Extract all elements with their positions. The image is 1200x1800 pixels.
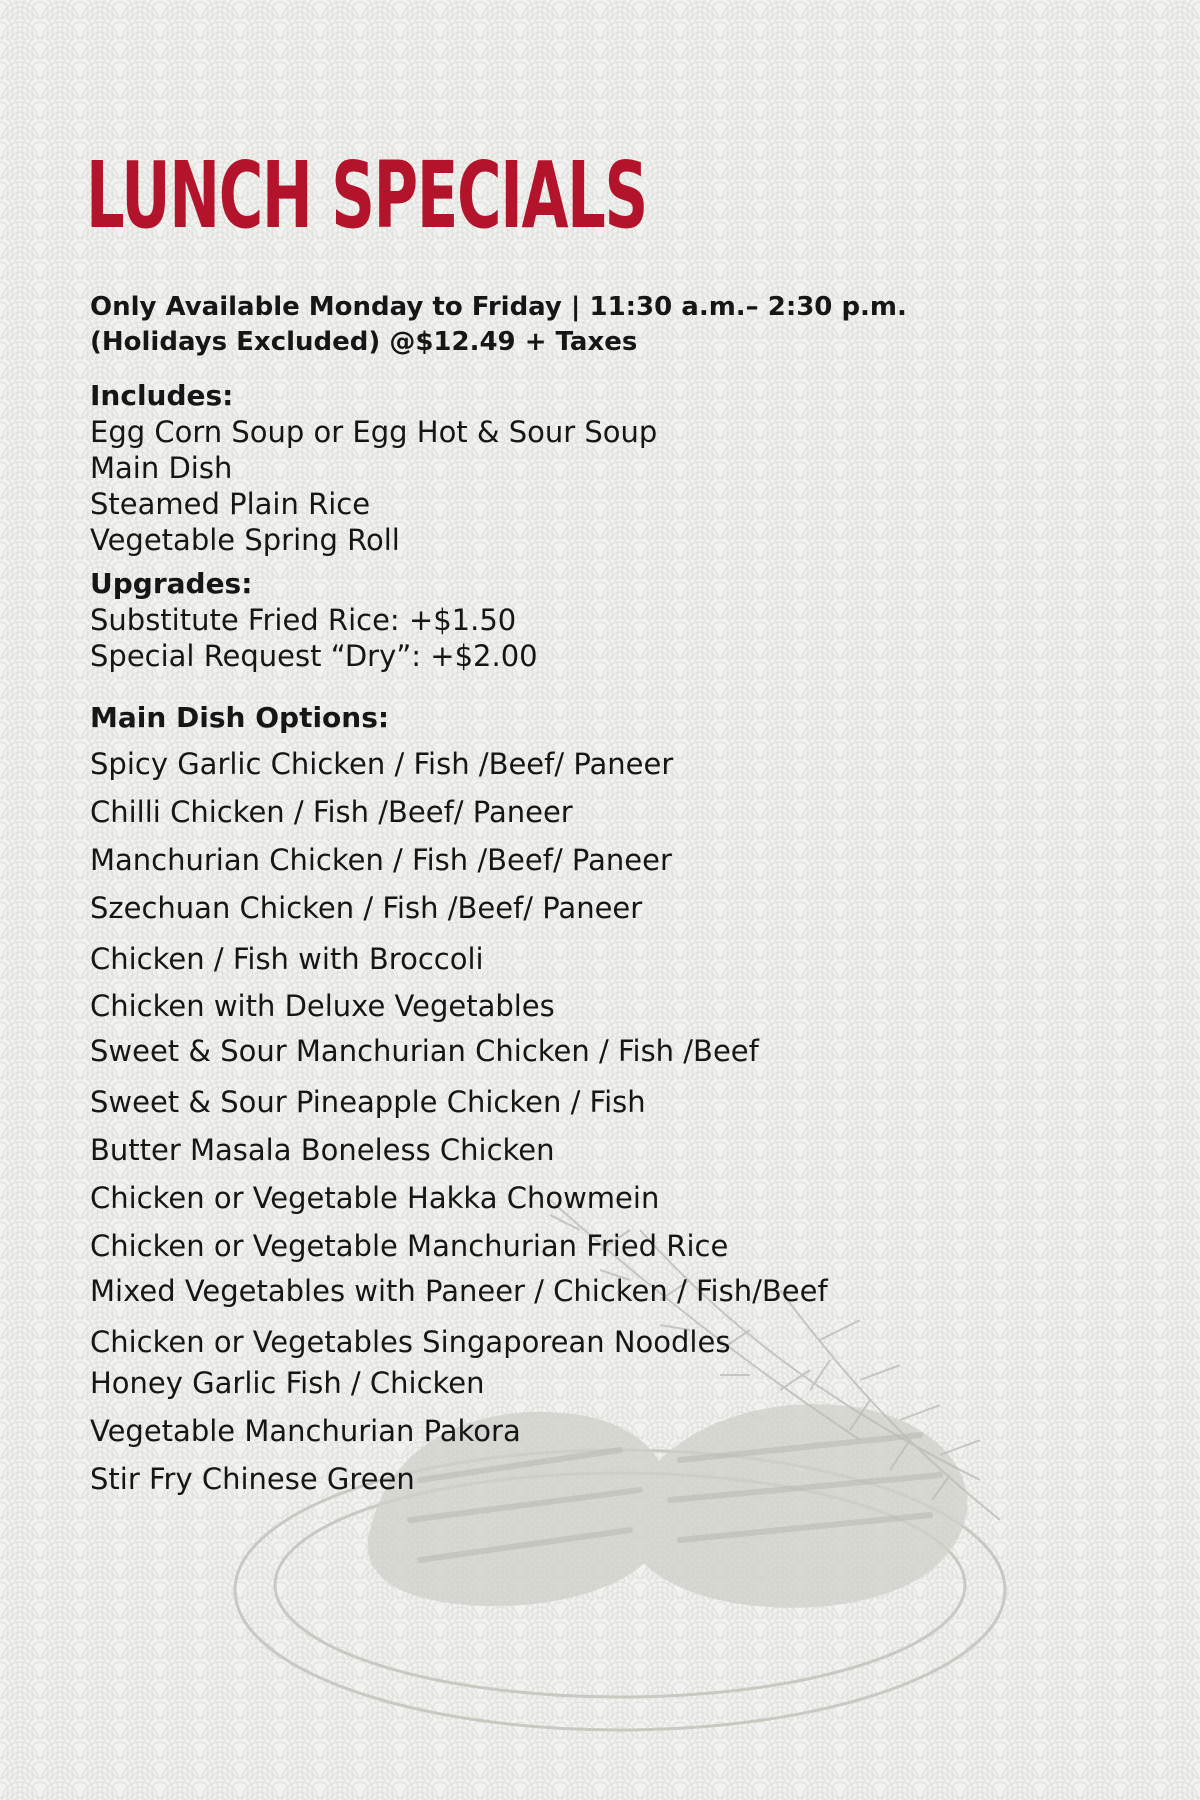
main-dish-option: Manchurian Chicken / Fish /Beef/ Paneer: [90, 843, 672, 877]
main-dish-option: Spicy Garlic Chicken / Fish /Beef/ Paneer: [90, 747, 674, 781]
includes-item: Vegetable Spring Roll: [90, 523, 400, 557]
main-dish-option: Chicken with Deluxe Vegetables: [90, 989, 555, 1023]
main-dish-option: Sweet & Sour Pineapple Chicken / Fish: [90, 1085, 646, 1119]
availability-days-hours: Only Available Monday to Friday | 11:30 a.m.– 2:30 p.m.: [90, 292, 907, 322]
main-dish-option: Chicken or Vegetable Manchurian Fried Rice: [90, 1229, 729, 1263]
main-dish-option: Chilli Chicken / Fish /Beef/ Paneer: [90, 795, 573, 829]
main-dish-option: Vegetable Manchurian Pakora: [90, 1414, 521, 1448]
includes-heading: Includes:: [90, 379, 234, 412]
upgrades-heading: Upgrades:: [90, 567, 253, 600]
includes-item: Main Dish: [90, 451, 233, 485]
main-dish-option: Butter Masala Boneless Chicken: [90, 1133, 555, 1167]
page-title: LUNCH SPECIALS: [86, 142, 647, 249]
main-dish-option: Szechuan Chicken / Fish /Beef/ Paneer: [90, 891, 643, 925]
main-dish-option: Honey Garlic Fish / Chicken: [90, 1366, 485, 1400]
upgrades-item: Substitute Fried Rice: +$1.50: [90, 603, 517, 637]
includes-item: Egg Corn Soup or Egg Hot & Sour Soup: [90, 415, 658, 449]
main-dish-option: Chicken or Vegetable Hakka Chowmein: [90, 1181, 660, 1215]
main-dish-option: Chicken or Vegetables Singaporean Noodles: [90, 1325, 731, 1359]
main-dish-option: Chicken / Fish with Broccoli: [90, 942, 484, 976]
main-dish-option: Sweet & Sour Manchurian Chicken / Fish /Beef: [90, 1034, 759, 1068]
main-dish-option: Stir Fry Chinese Green: [90, 1462, 415, 1496]
upgrades-item: Special Request “Dry”: +$2.00: [90, 639, 538, 673]
main-dish-options-heading: Main Dish Options:: [90, 701, 390, 734]
includes-section: [90, 378, 657, 558]
availability-info: [90, 290, 907, 360]
availability-price: (Holidays Excluded) @$12.49 + Taxes: [90, 327, 638, 357]
includes-item: Steamed Plain Rice: [90, 487, 371, 521]
main-dish-option: Mixed Vegetables with Paneer / Chicken / Fish/Beef: [90, 1274, 828, 1308]
upgrades-section: [90, 566, 538, 674]
